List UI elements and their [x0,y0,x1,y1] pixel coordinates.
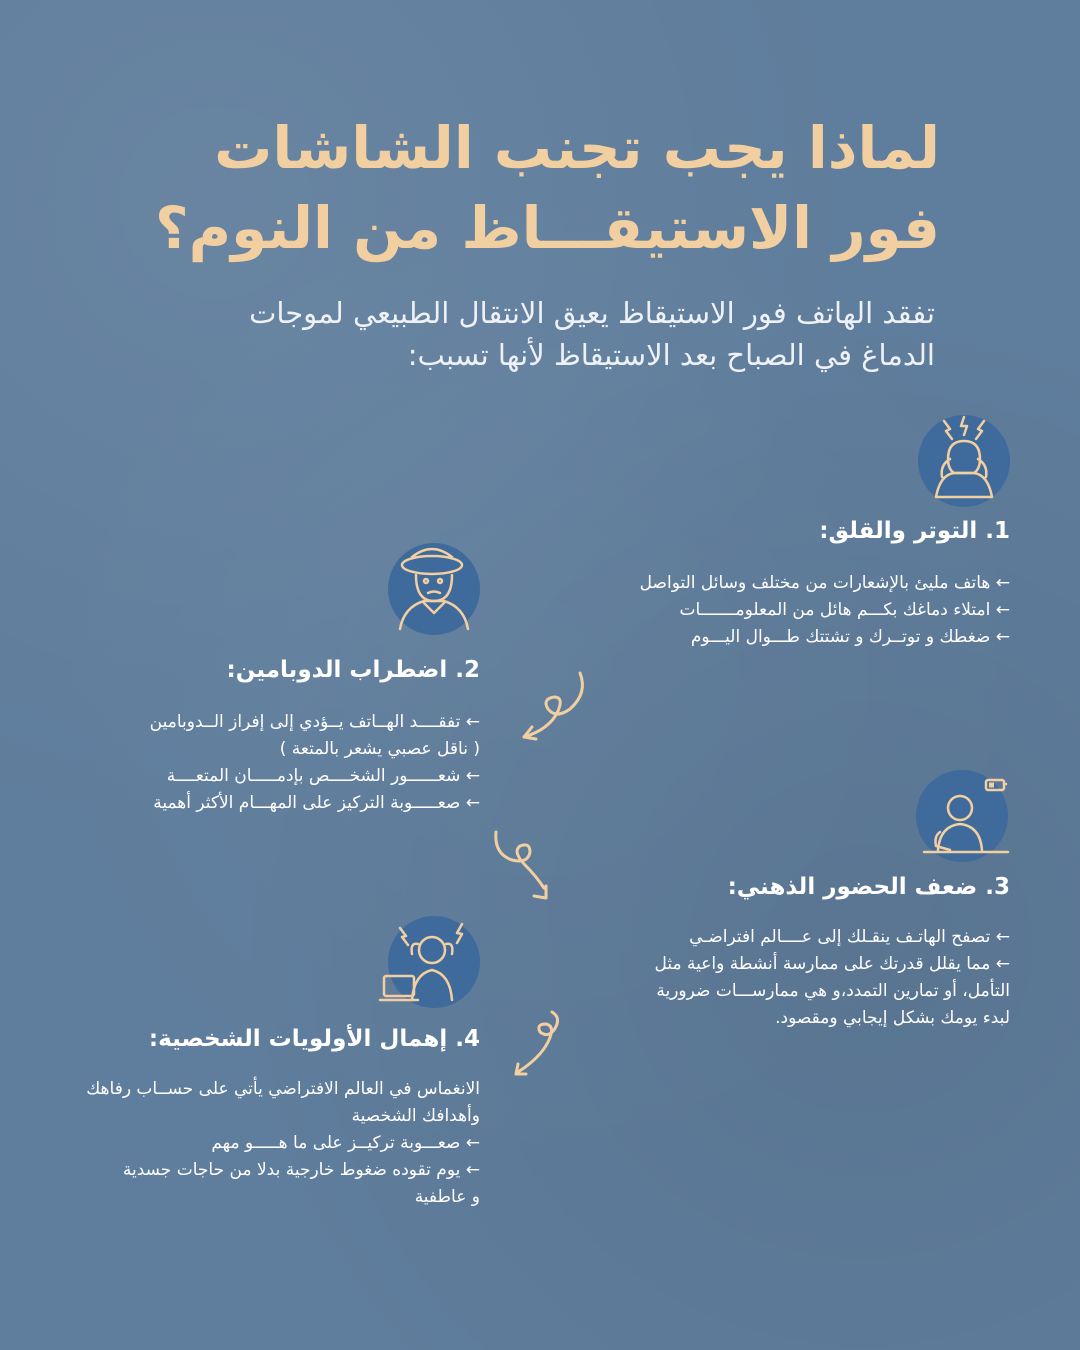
section-2-line-2: ( ناقل عصبي يشعر بالمتعة ) [279,739,480,759]
section-4-title: 4. إهمال الأولويات الشخصية: [148,1026,480,1052]
overwhelmed-person-laptop-icon [388,916,480,1008]
section-3-title: 3. ضعف الحضور الذهني: [727,874,1010,900]
section-3-line-4: لبدء يومك بشكل إيجابي ومقصود. [775,1008,1010,1028]
title-line-1: لماذا يجب تجنب الشاشات [214,114,940,182]
section-3-line-2: ← مما يقلل قدرتك على ممارسة أنشطة واعية مثل [654,954,1010,974]
section-2-title: 2. اضطراب الدوبامين: [226,657,480,683]
section-4-line-2: وأهدافك الشخصية [351,1106,480,1126]
section-1 [490,518,1010,651]
section-2-line-1: ← تفقــــد الهــاتف يــؤدي إلى إفراز الــدوبامين [149,712,480,732]
dizzy-person-icon [388,543,480,635]
section-4-line-1: الانغماس في العالم الافتراضي يأتي على حســاب رفاهك [86,1079,480,1099]
section-2-line-3: ← شعــــــور الشخــــص بإدمـــــان المتعــــة [166,766,480,786]
section-4-line-3: ← صعـــوبة تركيــز على ما هـــــو مهم [211,1133,480,1153]
section-1-title: 1. التوتر والقلق: [819,518,1010,544]
section-4-line-4: ← يوم تقوده ضغوط خارجية بدلا من حاجات جسدية [122,1160,480,1180]
section-3-line-1: ← تصفح الهاتـف ينقـلك إلى عــــالم افتراضـي [689,927,1010,947]
page-title [80,108,940,268]
curly-arrow-icon [510,665,600,755]
tired-person-low-battery-icon [916,770,1008,862]
stressed-person-icon [918,415,1010,507]
section-4-line-5: و عاطفية [414,1187,480,1207]
section-3-line-3: التأمل، أو تمارين التمدد،و هي ممارســـات ضرورية [656,981,1010,1001]
section-1-line-3: ← ضغطك و توتــرك و تشتتك طـــوال اليـــوم [690,627,1010,647]
intro-line-1: تفقد الهاتف فور الاستيقاظ يعيق الانتقال الطبيعي لموجات [249,296,935,330]
intro-line-2: الدماغ في الصباح بعد الاستيقاظ لأنها تسبب: [407,338,935,372]
section-4 [0,1026,480,1211]
section-2-line-4: ← صعـــــوبة التركيز على المهـــام الأكثر أهمية [153,793,480,813]
intro-text [75,292,935,376]
section-2 [10,657,480,817]
curly-arrow-icon [488,826,568,906]
section-1-line-2: ← امتلاء دماغك بكـــم هائل من المعلومـــــــات [679,600,1010,620]
title-line-2: فور الاستيقـــاظ من النوم؟ [155,194,940,262]
curly-arrow-icon [508,1006,578,1081]
section-1-line-1: ← هاتف مليئ بالإشعارات من مختلف وسائل التواصل [639,573,1010,593]
